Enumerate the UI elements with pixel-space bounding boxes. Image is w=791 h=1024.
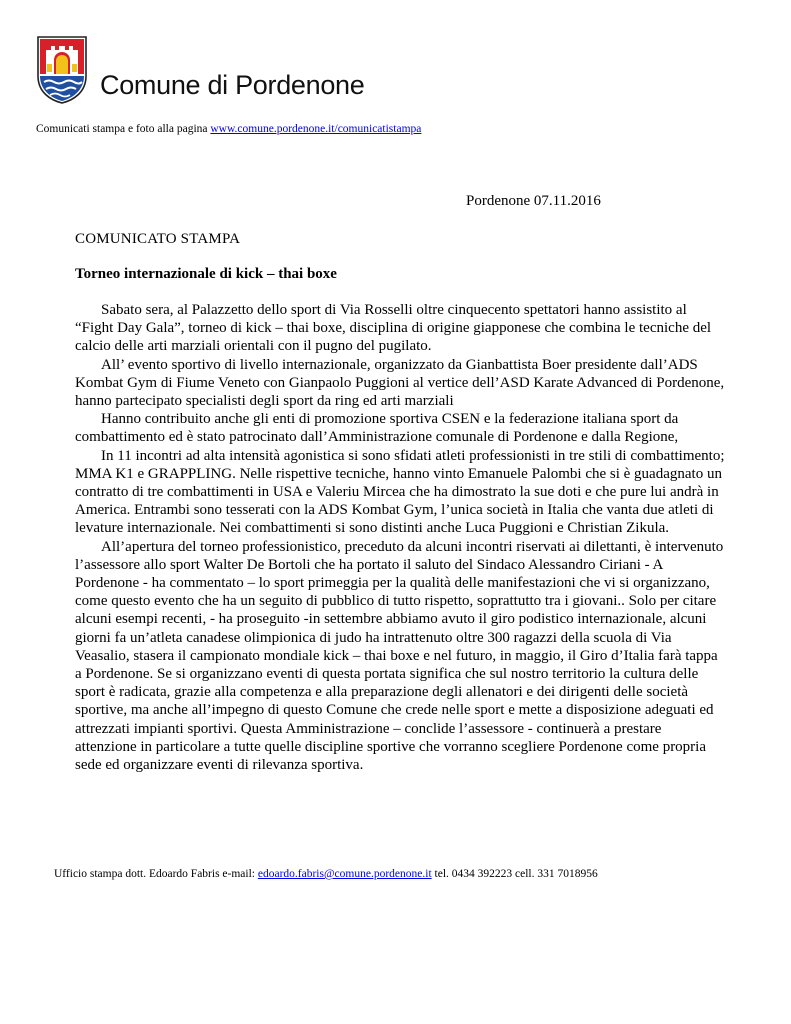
- footer-phone: tel. 0434 392223 cell. 331 7018956: [431, 868, 598, 880]
- footer-contact: [54, 868, 598, 880]
- body-paragraph: Hanno contribuito anche gli enti di promozione sportiva CSEN e la federazione italiana sport da combattimento ed è stato patrocinato dall’Amministrazione comunale di Pordenone e dalla Regione,: [75, 411, 679, 446]
- document-kind: COMUNICATO STAMPA: [75, 231, 241, 247]
- body-paragraph: Sabato sera, al Palazzetto dello sport di Via Rosselli oltre cinquecento spettatori hanno assistito al “Fight Day Gala”, torneo di kick – thai boxe, disciplina di origine giapponese che combina le tecniche del calcio delle arti marziali orientali con il pugno del pugilato.: [75, 302, 712, 355]
- body-paragraph: All’ evento sportivo di livello internazionale, organizzato da Gianbattista Boer presidente dall’ADS Kombat Gym di Fiume Veneto con Gianpaolo Puggioni al vertice dell’ASD Karate Advanced di Pordenone, hanno partecipato specialisti degli sport da ring ed arti marziali: [75, 356, 725, 410]
- header-logo: [36, 34, 365, 106]
- document-date: Pordenone 07.11.2016: [466, 193, 601, 209]
- body-paragraph: In 11 incontri ad alta intensità agonistica si sono sfidati atleti professionisti in tre stili di combattimento; MMA K1 e GRAPPLING. Nelle rispettive tecniche, hanno vinto Emanuele Palombi che si è guadagnato un contratto di tre combattimenti in USA e Valeriu Mircea che ha dimostrato la sue doti e che pure lui andrà in America. Entrambi sono tesserati con la ADS Kombat Gym, l’unica società in Italia che vanta due atleti di levature internazionale. Nei combattimenti si sono distinti anche Luca Puggioni e Christian Zikula.: [75, 447, 725, 537]
- brand-name: Comune di Pordenone: [100, 70, 365, 100]
- document-body: [75, 301, 725, 774]
- press-page-line: [36, 123, 421, 135]
- footer-email-link[interactable]: edoardo.fabris@comune.pordenone.it: [257, 868, 432, 880]
- body-paragraph: All’apertura del torneo professionistico, preceduto da alcuni incontri riservati ai dilettanti, è intervenuto l’assessore allo sport Walter De Bortoli che ha portato il saluto del Sindaco Alessandro Ciriani - A Pordenone - ha commentato – lo sport primeggia per la qualità delle manifestazioni che vi si organizzano, come questo evento che ha un seguito di pubblico di tutto rispetto, soprattutto tra i giovani.. Solo per citare alcuni esempi recenti, - ha proseguito -in settembre abbiamo avuto il giro podistico internazionale, alcuni giorni fa un’atleta canadese olimpionica di judo ha intrattenuto oltre 300 ragazzi della scuola di Via Veasalio, stasera il campionato mondiale kick – thai boxe e nel futuro, in maggio, il Giro d’Italia farà tappa a Pordenone. Se si organizzano eventi di questa portata significa che sul nostro territorio la cultura delle sport è radicata, grazie alla competenza e alla preparazione degli allenatori e dei dirigenti delle società sportive, ma anche all’impegno di questo Comune che crede nelle sport e mette a disposizione adeguati ed attrezzati impianti sportivi. Questa Amministrazione – conclide l’assessore - continuerà a prestare attenzione in particolare a tutte quelle discipline sportive che vorranno scegliere Pordenone come propria sede ed organizzare eventi di rilevanza sportiva.: [75, 538, 724, 774]
- press-page-link[interactable]: www.comune.pordenone.it/comunicatistampa: [210, 123, 422, 135]
- footer-prefix: Ufficio stampa dott. Edoardo Fabris e-mail:: [54, 868, 258, 880]
- document-title: Torneo internazionale di kick – thai boxe: [75, 266, 337, 282]
- press-page-prefix: Comunicati stampa e foto alla pagina: [36, 123, 211, 135]
- city-crest-icon: [36, 34, 88, 104]
